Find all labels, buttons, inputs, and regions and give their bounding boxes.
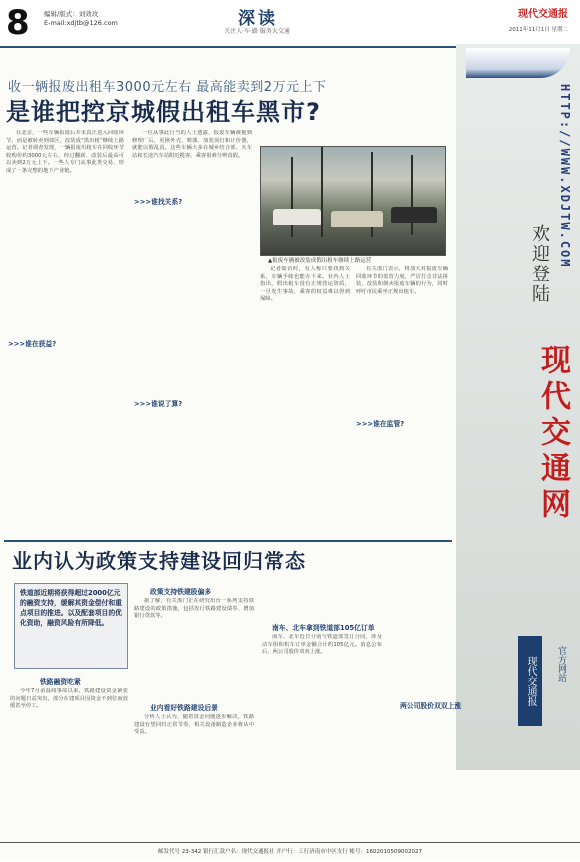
article2-column-3-text: 分析人士认为，随着资金问题逐步解决，铁路建设有望回归正常节奏，相关设备制造企业将从中受益。 [134, 714, 254, 736]
article-column-2 [132, 130, 252, 540]
article-photo [260, 146, 446, 256]
article-column-3 [260, 266, 350, 540]
header-meta [44, 10, 118, 28]
article2-column-3 [134, 714, 254, 838]
subhead-who-decides: >>>谁说了算? [134, 400, 183, 408]
website-advert [456, 44, 580, 770]
advert-tag-2: 官方网站 [556, 646, 566, 682]
paper-name: 现代交通报 [518, 9, 568, 20]
article2-column-1-text: 今年7月甬温线事故以来，铁路建设资金紧张的问题日益突出，部分在建项目因资金不到位而放缓甚至停工。 [10, 688, 128, 710]
page-number: 8 [6, 3, 30, 43]
subhead-policy-support: 政策支持铁建股偏多 [150, 588, 212, 596]
article-kicker: 收一辆报废出租车3000元左右 最高能卖到2万元上下 [8, 80, 327, 95]
section-divider [4, 540, 452, 542]
subhead-industry-outlook: 业内看好铁路建设后景 [150, 704, 218, 712]
email-line: E-mail:xdjtb@126.com [44, 19, 118, 27]
column-3-text: 记者暗访时，有人称只要找到关系，车辆手续也能办下来。业内人士指出，假出租车没有正规营运资质，一旦发生事故，乘客的权益难以得到保障。 [260, 266, 350, 303]
summary-text: 铁道部近期将获得超过2000亿元的融资支持，缓解其资金偿付和重点项目的推进。以及配套项目的优化资助，融资风险有所降低。 [20, 589, 122, 627]
subhead-who-connections: >>>谁找关系? [134, 198, 183, 206]
article-column-4 [356, 266, 448, 540]
article-column-1 [6, 130, 124, 540]
column-1-text: 在北京，一些车辆报废后并未真正进入回收环节，而是被转卖到郊区，改装成“黑出租”继续上路运营。记者调查发现，一辆报废出租车在回收环节收购价约3000元左右，经过翻新、改装后最高可以卖到2万元上下。一些人专门从事此类交易，形成了一条完整的地下产业链。 [6, 130, 124, 174]
article2-column-2-text: 据了解，有关部门正在研究出台一系列支持铁路建设的政策措施，包括发行铁路建设债券、增加银行贷款等。 [134, 598, 254, 620]
section-subtitle: 关注人·车·路 服务大交通 [224, 28, 290, 35]
advert-welcome: 欢迎登陆 [529, 224, 550, 304]
issue-date: 2011年11月1日 星期二 [508, 27, 568, 33]
second-article-headline: 业内认为政策支持建设回归常态 [12, 549, 306, 573]
page-header [0, 0, 580, 48]
train-graphic [466, 48, 570, 78]
subhead-shares-rise: 两公司股价双双上涨 [400, 702, 462, 710]
article-headline: 是谁把控京城假出租车黑市? [6, 98, 321, 126]
subhead-funding-tight: 铁路融资吃紧 [40, 678, 81, 686]
subhead-who-supervises: >>>谁在监管? [356, 420, 405, 428]
article2-column-4 [262, 634, 382, 838]
editor-line: 编辑/版式：刘效玫 [44, 10, 99, 18]
advert-url: HTTP://WWW.XDJTW.COM [558, 84, 572, 269]
article2-column-2 [134, 598, 254, 698]
subhead-csr-orders: 南车、北车拿到铁道部105亿订单 [272, 624, 375, 632]
article2-column-4-text: 南车、北车近日分别与铁道部签订合同，涉及动车组和机车订单金额合计约105亿元。消息公布后，两公司股价双双上涨。 [262, 634, 382, 656]
advert-brand: 现代交通网 [535, 344, 570, 524]
advert-tag: 现代交通报 [518, 636, 542, 726]
column-4-text: 有关部门表示，将加大对报废车辆回收环节的监管力度，严厉打击非法拼装、改装和倒卖报废车辆的行为，同时呼吁市民乘坐正规出租车。 [356, 266, 448, 295]
subhead-who-profits: >>>谁在获益? [8, 340, 57, 348]
column-2-text: 一位从事此行当的人士透露，报废车辆被拖到修理厂后，更换外壳、喷漆、加装顶灯和计价器，就能以假乱真。这些车辆大多在城乡结合部、火车站和长途汽车站附近揽客，乘客很难分辨真假。 [132, 130, 252, 159]
article2-column-1 [10, 688, 128, 838]
page-footer: 邮发代号 23-342 银行汇款户名：现代交通报社 开户行：工行济南市中区支行 帐号：1602010509002027 [0, 842, 580, 862]
photo-caption: ▲报废车辆被改装成假出租车继续上路运营 [268, 258, 372, 264]
section-title: 深读 [238, 9, 278, 29]
summary-box [14, 583, 128, 669]
